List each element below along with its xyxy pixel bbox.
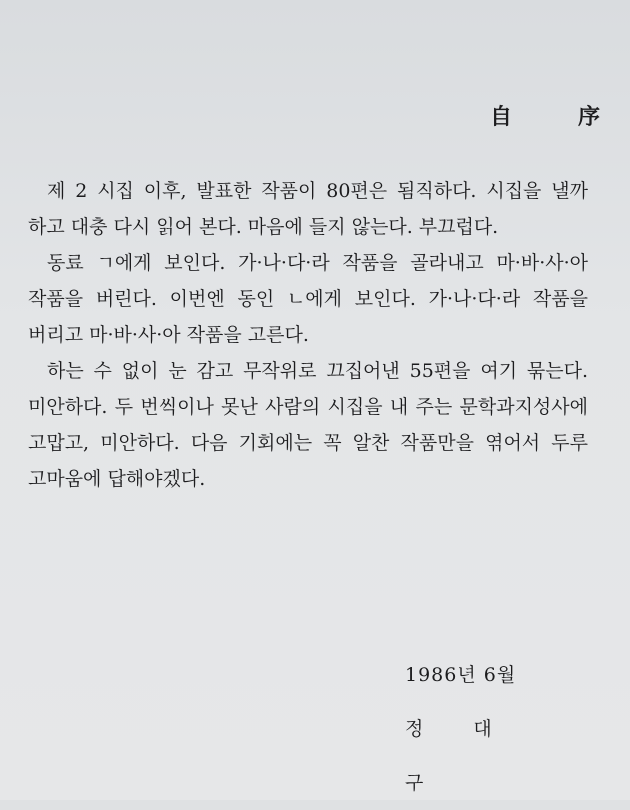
title-char-1: 自 — [490, 104, 513, 130]
paragraph-2: 동료 ㄱ에게 보인다. 가·나·다·라 작품을 골라내고 마·바·사·아 작품을 버린다. 이번엔 동인 ㄴ에게 보인다. 가·나·다·라 작품을 버리고 마·바·사·아 작품을 고른다. — [28, 252, 588, 346]
signature-author: 정 대 구 — [405, 718, 514, 794]
preface-title — [490, 100, 600, 131]
signature-block — [405, 648, 575, 810]
preface-body — [28, 173, 588, 497]
paragraph-3: 하는 수 없이 눈 감고 무작위로 끄집어낸 55편을 여기 묶는다. 미안하다. 두 번씩이나 못난 사람의 시집을 내 주는 문학과지성사에 고맙고, 미안하다. 다음 기회에는 꼭 알찬 작품만을 엮어서 두루 고마움에 답해야겠다. — [28, 360, 588, 490]
paragraph-1: 제 2 시집 이후, 발표한 작품이 80편은 됨직하다. 시집을 낼까 하고 대충 다시 읽어 본다. 마음에 들지 않는다. 부끄럽다. — [28, 180, 588, 238]
signature-date: 1986년 6월 — [405, 664, 517, 686]
title-char-2: 序 — [577, 104, 600, 130]
